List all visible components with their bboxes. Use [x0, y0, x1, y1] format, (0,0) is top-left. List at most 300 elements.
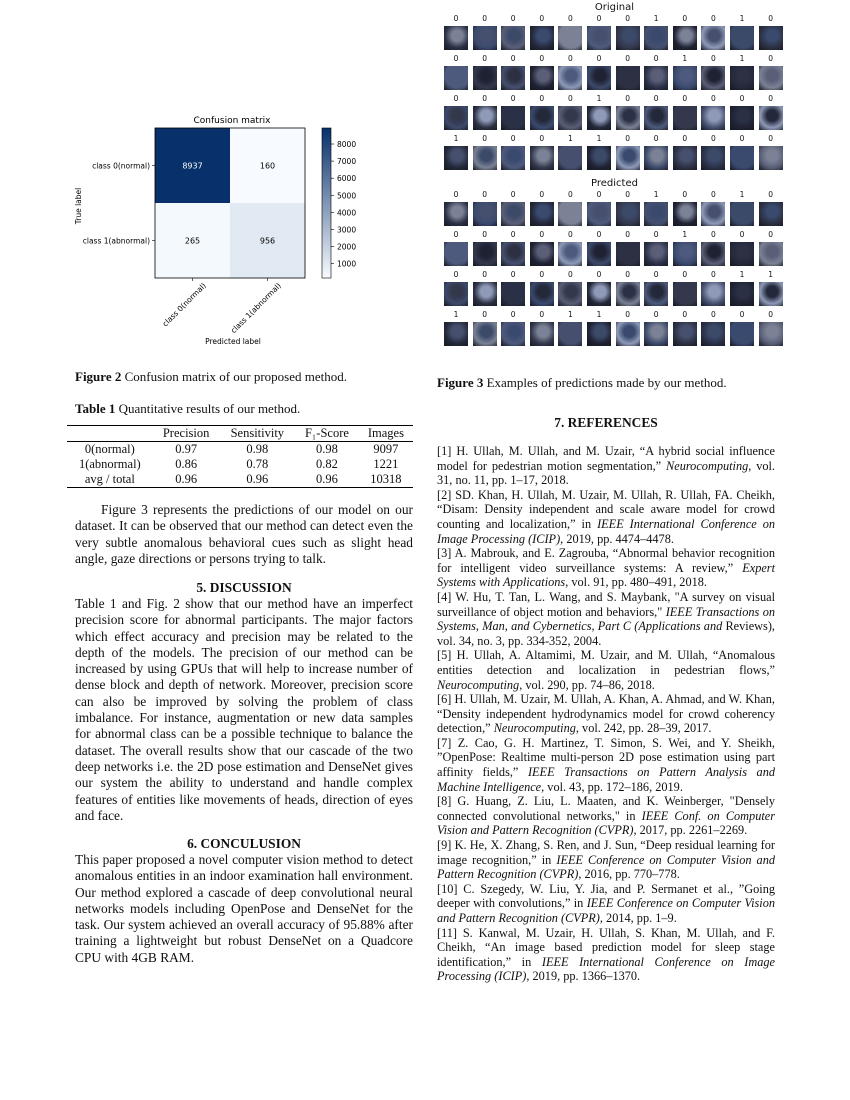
thumb-label: 0 — [768, 14, 773, 23]
thumb-label: 0 — [653, 310, 659, 319]
reference-venue: IEEE International Conference on Image Processing (ICIP), — [437, 954, 775, 984]
figure3-caption-label: Figure 3 — [437, 375, 484, 390]
reference-item — [437, 794, 775, 838]
reference-item — [437, 926, 775, 984]
reference-venue: IEEE Transactions on Systems, Man, and Cybernetics, Part C (Applications and — [437, 604, 776, 634]
cm-colorbar-label: 6000 — [337, 174, 357, 184]
thumb-label: 0 — [653, 94, 659, 103]
thumbnail-image — [616, 282, 640, 306]
thumb-label: 0 — [568, 190, 573, 199]
thumbnail-image — [644, 106, 668, 130]
thumb-label: 0 — [453, 190, 459, 199]
thumbnail-image — [473, 26, 497, 50]
thumb-label: 0 — [510, 94, 516, 103]
thumbnail-image — [530, 322, 554, 346]
discussion-heading: 5. DISCUSSION — [196, 580, 292, 595]
thumbnail-image — [444, 106, 468, 130]
reference-text: [11] S. Kanwal, M. Uzair, H. Ullah, S. Khan, M. Ullah, and F. Cheikh, “An image based prediction model for sleep stage identification,” in — [437, 925, 775, 969]
thumbnail-image — [587, 26, 611, 50]
thumb-label: 0 — [625, 14, 630, 23]
thumb-label: 0 — [568, 94, 573, 103]
table-header-cell: Precision — [153, 426, 220, 442]
thumbnail-image — [759, 202, 783, 226]
cm-colorbar-label: 5000 — [337, 191, 357, 201]
thumb-row — [437, 230, 792, 270]
thumbnail-image — [444, 322, 468, 346]
thumbnail-image — [701, 322, 725, 346]
thumbnail-image — [701, 26, 725, 50]
thumbnail-image — [501, 282, 525, 306]
table1-caption — [75, 401, 413, 417]
thumbnail-image — [558, 146, 582, 170]
thumb-label: 0 — [482, 54, 487, 63]
table-header-cell: Sensitivity — [220, 426, 295, 442]
figure2-caption — [75, 369, 413, 385]
cm-cell-value: 956 — [259, 236, 276, 246]
table-header-row — [67, 426, 413, 442]
thumb-label: 0 — [596, 230, 602, 239]
thumbnail-image — [444, 146, 468, 170]
figure2-caption-label: Figure 2 — [75, 369, 122, 384]
thumbnail-image — [730, 66, 754, 90]
thumbnail-image — [730, 282, 754, 306]
thumb-label: 0 — [625, 270, 630, 279]
thumb-label: 1 — [739, 54, 745, 63]
thumb-label: 1 — [596, 310, 602, 319]
reference-item — [437, 590, 775, 648]
thumb-label: 0 — [653, 230, 659, 239]
reference-text: [6] H. Ullah, M. Uzair, M. Ullah, A. Khan, A. Ahmad, and W. Khan, “Density independent hydrodynamics model for crowd coherency detection,” — [437, 692, 775, 736]
thumb-label: 0 — [682, 14, 688, 23]
reference-details: 2016, pp. 770–778. — [581, 867, 680, 882]
cm-colorbar-label: 4000 — [337, 208, 357, 218]
reference-venue: Neurocomputing — [437, 677, 520, 692]
thumb-label: 1 — [682, 230, 688, 239]
table-row — [67, 442, 413, 458]
thumb-label: 0 — [510, 230, 516, 239]
thumb-label: 1 — [739, 190, 745, 199]
thumbnail-image — [473, 202, 497, 226]
thumb-row — [437, 310, 792, 350]
thumbnail-image — [673, 106, 697, 130]
figure3-caption — [437, 375, 775, 391]
thumbnail-image — [701, 242, 725, 266]
thumb-label: 0 — [711, 94, 716, 103]
cm-col-label: class 1(abnormal) — [228, 281, 283, 335]
thumbnail-image — [730, 26, 754, 50]
reference-details: 2019, pp. 4474–4478. — [563, 531, 674, 546]
thumbnail-image — [730, 146, 754, 170]
thumbnail-image — [473, 282, 497, 306]
predicted-title: Predicted — [591, 178, 638, 189]
reference-item — [437, 488, 775, 546]
thumbnail-image — [444, 66, 468, 90]
table-cell: 0.78 — [246, 457, 269, 471]
thumb-label: 0 — [482, 94, 487, 103]
thumb-label: 1 — [739, 270, 745, 279]
thumb-label: 1 — [653, 190, 659, 199]
thumbnail-image — [501, 322, 525, 346]
thumbnail-image — [558, 106, 582, 130]
reference-venue: IEEE Conf. on Computer Vision and Pattern Recognition (CVPR), — [437, 808, 776, 838]
reference-item — [437, 736, 775, 794]
table-cell: 1(abnormal) — [78, 457, 141, 471]
reference-details: , vol. 242, pp. 28–39, 2017. — [575, 721, 712, 736]
thumb-label: 0 — [625, 190, 630, 199]
thumbnail-image — [701, 146, 725, 170]
thumbnail-image — [644, 282, 668, 306]
thumbnail-image — [587, 322, 611, 346]
paragraph-figure3-description: Figure 3 represents the predictions of our model on our dataset. It can be observed that our method can detect even the very subtle anomalous behavioral cues such as slight head angle, gaze directions or persons trying to talk. — [75, 502, 413, 566]
table1-caption-text: Quantitative results of our method. — [115, 401, 301, 416]
thumb-label: 0 — [482, 14, 487, 23]
thumb-label: 1 — [453, 134, 459, 143]
cm-colorbar-label: 8000 — [337, 140, 357, 150]
thumb-label: 1 — [682, 54, 688, 63]
thumbnail-image — [444, 202, 468, 226]
thumb-label: 0 — [482, 270, 487, 279]
thumbnail-image — [587, 202, 611, 226]
thumbnail-image — [673, 66, 697, 90]
thumb-label: 0 — [510, 270, 516, 279]
thumb-row — [437, 190, 792, 230]
thumb-label: 0 — [711, 54, 716, 63]
thumb-label: 0 — [453, 14, 459, 23]
table-cell: 10318 — [359, 472, 413, 488]
thumbnail-image — [473, 66, 497, 90]
cm-row-label: class 0(normal) — [92, 161, 150, 171]
reference-details: Reviews), vol. 34, no. 3, pp. 334-352, 2004. — [437, 619, 775, 648]
thumbnail-image — [444, 242, 468, 266]
thumbnail-image — [530, 66, 554, 90]
reference-item — [437, 838, 775, 882]
table-cell: 0.97 — [175, 442, 198, 456]
reference-text: [2] SD. Khan, H. Ullah, M. Uzair, M. Ullah, R. Ullah, FA. Cheikh, “Disam: Density independent and scale aware model for crowd counting and localization,” in — [437, 487, 775, 531]
reference-item — [437, 882, 775, 926]
thumbnail-image — [759, 106, 783, 130]
thumb-label: 0 — [596, 54, 602, 63]
references-heading: 7. REFERENCES — [554, 415, 658, 430]
thumbnail-image — [673, 282, 697, 306]
thumbnail-image — [558, 282, 582, 306]
reference-details: 2014, pp. 1–9. — [602, 911, 677, 925]
thumb-row — [437, 54, 792, 94]
thumb-label: 0 — [568, 54, 573, 63]
reference-venue: Neurocomputing — [666, 458, 749, 473]
thumbnail-image — [558, 242, 582, 266]
thumb-label: 0 — [482, 190, 487, 199]
thumbnail-image — [473, 322, 497, 346]
thumbnail-image — [501, 202, 525, 226]
reference-venue: IEEE Conference on Computer Vision and Pattern Recognition (CVPR), — [437, 852, 775, 882]
original-title: Original — [594, 2, 635, 13]
cm-title: Confusion matrix — [193, 116, 271, 126]
thumbnail-image — [759, 146, 783, 170]
thumb-label: 1 — [453, 310, 459, 319]
reference-text: [3] A. Mabrouk, and E. Zagrouba, “Abnormal behavior recognition for intelligent video surveillance systems: A review,” — [437, 546, 775, 575]
table-header-cell: F₁-Score — [295, 426, 359, 442]
reference-venue: IEEE Transactions on Pattern Analysis and Machine Intelligence, — [437, 765, 775, 794]
thumb-label: 1 — [596, 134, 602, 143]
table-cell: 9097 — [373, 442, 399, 456]
thumbnail-image — [616, 146, 640, 170]
thumbnail-image — [530, 202, 554, 226]
thumb-label: 0 — [539, 134, 545, 143]
reference-venue: Expert Systems with Applications — [437, 560, 775, 590]
thumbnail-image — [673, 322, 697, 346]
cm-cell-value: 265 — [184, 236, 201, 246]
thumbnail-image — [530, 282, 554, 306]
table-cell: 0.86 — [175, 457, 198, 471]
thumbnail-image — [616, 322, 640, 346]
thumbnail-image — [616, 202, 640, 226]
table-cell: 0.82 — [316, 457, 338, 471]
table-cell: 1221 — [373, 457, 399, 471]
thumbnail-image — [530, 106, 554, 130]
thumbnail-image — [759, 66, 783, 90]
reference-details: , vol. 31, no. 11, pp. 1–17, 2018. — [437, 458, 776, 488]
cm-colorbar-label: 3000 — [337, 225, 357, 235]
thumb-label: 0 — [510, 54, 516, 63]
thumb-label: 0 — [768, 134, 773, 143]
thumb-label: 0 — [739, 310, 745, 319]
thumb-label: 0 — [453, 94, 459, 103]
thumb-label: 0 — [596, 14, 602, 23]
thumb-label: 0 — [625, 230, 630, 239]
reference-details: 2017, pp. 2261–2269. — [636, 823, 748, 838]
thumbnail-image — [701, 282, 725, 306]
thumb-label: 0 — [625, 54, 630, 63]
thumbnail-image — [587, 66, 611, 90]
thumbnail-image — [644, 242, 668, 266]
thumbnail-image — [558, 66, 582, 90]
cm-xlabel: Predicted label — [205, 337, 261, 346]
thumb-label: 0 — [625, 134, 630, 143]
thumbnail-image — [759, 242, 783, 266]
table-cell: 0.98 — [246, 442, 269, 456]
thumb-row — [437, 134, 792, 174]
thumb-label: 1 — [568, 310, 573, 319]
reference-text: [5] H. Ullah, A. Altamimi, M. Uzair, and M. Ullah, “Anomalous entities detection and localization in pedestrian flows,” — [437, 648, 775, 677]
thumbnail-image — [730, 106, 754, 130]
reference-details: 2019, pp. 1366–1370. — [529, 969, 641, 984]
thumb-label: 0 — [768, 310, 773, 319]
thumb-label: 1 — [653, 14, 659, 23]
reference-venue: IEEE Conference on Computer Vision and Pattern Recognition (CVPR), — [437, 896, 775, 925]
table-cell: 0.98 — [316, 442, 338, 456]
reference-item — [437, 444, 775, 488]
thumbnail-image — [730, 242, 754, 266]
cm-cell-value: 160 — [259, 161, 276, 171]
thumbnail-image — [644, 66, 668, 90]
thumbnail-image — [473, 242, 497, 266]
thumb-label: 0 — [568, 14, 573, 23]
cm-colorbar — [322, 128, 331, 278]
table-header-cell: Images — [359, 426, 413, 442]
thumbnail-image — [444, 26, 468, 50]
thumbnail-image — [673, 202, 697, 226]
conclusion-text: This paper proposed a novel computer vision method to detect anomalous entities in an indoor examination hall environment. Our method explored a cascade of deep convolutional neural networks models including OpenPose and DenseNet for the task. Our system achieved an overall accuracy of 95.88% after training a lightweight but robust DenseNet on a Quadcore CPU with 4GB RAM. — [75, 852, 413, 965]
thumb-label: 0 — [711, 14, 716, 23]
cm-colorbar-label: 1000 — [337, 259, 357, 269]
cm-ylabel: True label — [74, 187, 83, 225]
thumbnail-image — [501, 242, 525, 266]
reference-text: [9] K. He, X. Zhang, S. Ren, and J. Sun, “Deep residual learning for image recognition,” in — [437, 838, 775, 867]
thumbnail-image — [587, 282, 611, 306]
thumbnail-image — [530, 146, 554, 170]
thumbnail-image — [673, 242, 697, 266]
thumb-label: 1 — [568, 134, 573, 143]
thumb-label: 0 — [711, 270, 716, 279]
thumb-label: 0 — [453, 270, 459, 279]
thumbnail-image — [673, 26, 697, 50]
thumb-label: 0 — [510, 310, 516, 319]
thumb-label: 0 — [682, 134, 688, 143]
thumb-label: 0 — [625, 310, 630, 319]
thumb-label: 0 — [539, 14, 545, 23]
thumb-row — [437, 270, 792, 310]
thumb-label: 0 — [682, 310, 688, 319]
thumbnail-image — [759, 282, 783, 306]
thumb-label: 0 — [510, 14, 516, 23]
thumb-label: 0 — [596, 190, 602, 199]
confusion-matrix-figure — [75, 108, 405, 358]
reference-details: , vol. 91, pp. 480–491, 2018. — [565, 575, 707, 590]
reference-text: [4] W. Hu, T. Tan, L. Wang, and S. Maybank, "A survey on visual surveillance of object motion and behaviors," — [437, 589, 775, 619]
thumbnail-image — [730, 202, 754, 226]
thumbnail-image — [501, 106, 525, 130]
thumb-label: 0 — [711, 134, 716, 143]
thumb-label: 0 — [711, 310, 716, 319]
thumb-label: 0 — [596, 270, 602, 279]
thumb-label: 1 — [596, 94, 602, 103]
thumbnail-image — [701, 66, 725, 90]
table-cell: 0.96 — [220, 472, 295, 488]
thumbnail-image — [759, 26, 783, 50]
table-cell: 0(normal) — [84, 442, 135, 456]
thumbnail-image — [587, 106, 611, 130]
reference-details: , vol. 290, pp. 74–86, 2018. — [519, 677, 655, 692]
table1-caption-label: Table 1 — [75, 401, 116, 416]
thumb-label: 0 — [768, 230, 773, 239]
thumbnail-image — [616, 26, 640, 50]
thumb-label: 0 — [739, 94, 745, 103]
thumbnail-image — [558, 322, 582, 346]
thumbnail-image — [673, 146, 697, 170]
cm-row-label: class 1(abnormal) — [82, 236, 150, 246]
thumb-label: 0 — [482, 134, 487, 143]
thumbnail-image — [730, 322, 754, 346]
thumbnail-image — [587, 146, 611, 170]
thumbnail-image — [558, 202, 582, 226]
table-cell: avg / total — [67, 472, 153, 488]
reference-text: [10] C. Szegedy, W. Liu, Y. Jia, and P. Sermanet et al., ”Going deeper with convolutions,” in — [437, 881, 775, 911]
thumb-label: 0 — [653, 54, 659, 63]
thumb-label: 0 — [510, 134, 516, 143]
discussion-text: Table 1 and Fig. 2 show that our method have an imperfect precision score for abnormal participants. The major factors which effect accuracy and precision may be related to the depth of the models. The precision of our method can be increased by using GPUs that will help to increase number of dense block and depth of network. Moreover, precision score can also be improved by solving the problem of class imbalance. For instance, augmentation or new data samples for abnormal class can be a possible technique to balance the dataset. The overall results show that our cascade of the two deep networks i.e. the 2D pose estimation and DenseNet gives our system the ability to understand and handle complex features of entities like movements of heads, direction of eyes and face. — [75, 596, 413, 823]
thumb-label: 0 — [739, 230, 745, 239]
cm-cell-value: 8937 — [182, 161, 203, 171]
thumb-label: 0 — [768, 190, 773, 199]
cm-col-label: class 0(normal) — [160, 281, 208, 329]
thumb-label: 0 — [711, 230, 716, 239]
thumbnail-image — [644, 26, 668, 50]
thumbnail-image — [701, 106, 725, 130]
thumb-label: 0 — [768, 54, 773, 63]
reference-venue: Neurocomputing — [493, 721, 576, 736]
thumbnail-image — [644, 146, 668, 170]
thumbnail-image — [473, 106, 497, 130]
thumb-label: 0 — [768, 94, 773, 103]
thumb-label: 1 — [739, 14, 745, 23]
thumbnail-image — [501, 26, 525, 50]
reference-details: vol. 43, pp. 172–186, 2019. — [544, 779, 683, 794]
thumb-label: 1 — [768, 270, 773, 279]
thumb-label: 0 — [625, 94, 630, 103]
reference-text: [7] Z. Cao, G. H. Martinez, T. Simon, S. Wei, and Y. Sheikh, ”OpenPose: Realtime multi-person 2D pose estimation using part affinity fields,” — [437, 735, 775, 780]
conclusion-heading: 6. CONCULUSION — [187, 836, 301, 851]
thumb-label: 0 — [711, 190, 716, 199]
table-row — [67, 457, 413, 472]
thumbnail-image — [587, 242, 611, 266]
thumb-label: 0 — [739, 134, 745, 143]
thumbnail-image — [616, 106, 640, 130]
thumb-row — [437, 94, 792, 134]
thumbnail-image — [616, 242, 640, 266]
thumb-label: 0 — [539, 230, 545, 239]
reference-text: [8] G. Huang, Z. Liu, L. Maaten, and K. Weinberger, "Densely connected convolutional networks," in — [437, 794, 775, 823]
thumb-label: 0 — [682, 270, 688, 279]
thumbnail-image — [530, 242, 554, 266]
thumb-label: 0 — [482, 310, 487, 319]
thumb-label: 0 — [682, 94, 688, 103]
references-list — [437, 444, 775, 984]
thumb-label: 0 — [539, 270, 545, 279]
thumb-label: 0 — [453, 230, 459, 239]
table-row — [67, 472, 413, 488]
reference-venue: IEEE International Conference on Image Processing (ICIP), — [437, 516, 775, 546]
thumb-label: 0 — [453, 54, 459, 63]
thumbnail-image — [473, 146, 497, 170]
cm-colorbar-label: 2000 — [337, 242, 357, 252]
thumb-label: 0 — [568, 270, 573, 279]
thumbnail-image — [644, 202, 668, 226]
thumb-label: 0 — [539, 54, 545, 63]
cm-colorbar-label: 7000 — [337, 157, 357, 167]
prediction-examples-figure — [437, 0, 787, 360]
thumb-label: 0 — [568, 230, 573, 239]
thumbnail-image — [558, 26, 582, 50]
results-table — [67, 425, 413, 488]
thumbnail-image — [759, 322, 783, 346]
figure2-caption-text: Confusion matrix of our proposed method. — [121, 369, 348, 384]
table-cell: 0.96 — [153, 472, 220, 488]
thumbnail-image — [501, 66, 525, 90]
reference-text: [1] H. Ullah, M. Ullah, and M. Uzair, “A hybrid social influence model for pedestrian motion segmentation,” — [437, 444, 775, 473]
thumbnail-image — [501, 146, 525, 170]
thumb-label: 0 — [510, 190, 516, 199]
thumb-label: 0 — [539, 310, 545, 319]
thumb-label: 0 — [482, 230, 487, 239]
thumbnail-image — [616, 66, 640, 90]
thumb-row — [437, 14, 792, 54]
thumb-label: 0 — [682, 190, 688, 199]
thumbnail-image — [444, 282, 468, 306]
thumb-label: 0 — [539, 190, 545, 199]
thumb-label: 0 — [539, 94, 545, 103]
reference-item — [437, 648, 775, 692]
thumbnail-image — [530, 26, 554, 50]
